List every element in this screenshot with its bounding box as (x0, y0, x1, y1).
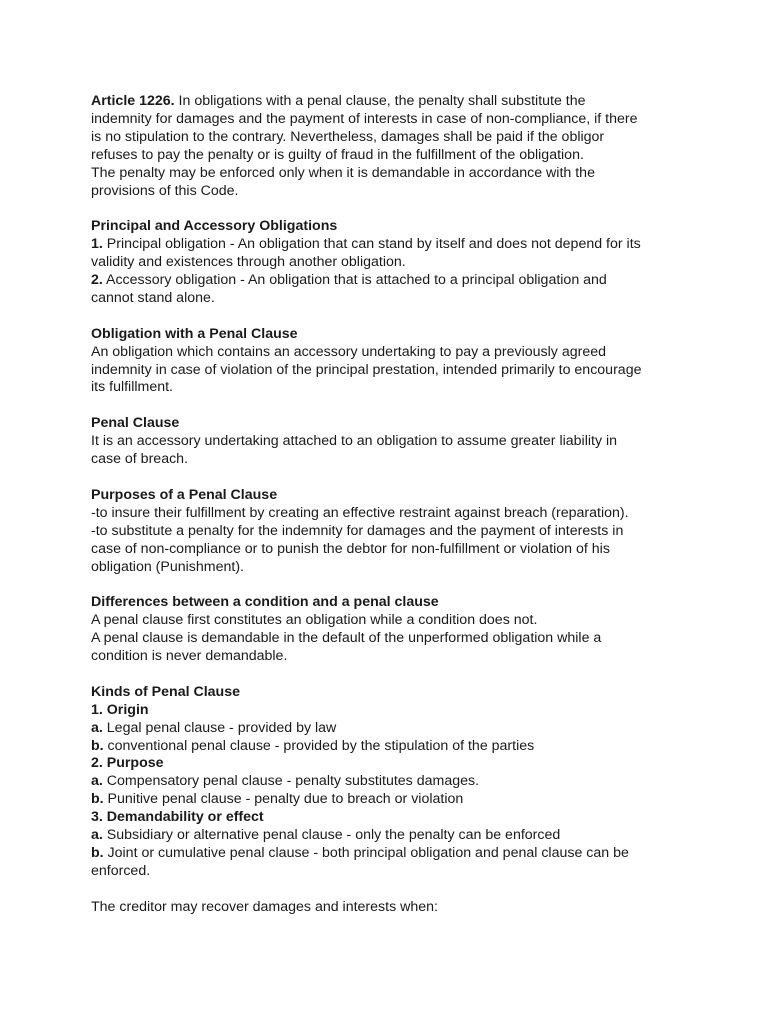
article-1226-paragraph (91, 93, 728, 200)
body-line: obligation (Punishment). (91, 558, 244, 575)
subheading-demandability: 3. Demandability or effect (91, 809, 264, 826)
body-line: -to insure their fulfillment by creating an effective restraint against breach (reparation). (91, 504, 629, 521)
item-text: Accessory obligation - An obligation that is attached to a principal obligation and (102, 272, 607, 289)
article-label: Article 1226. (91, 93, 175, 109)
item-text: Subsidiary or alternative penal clause - only the penalty can be enforced (102, 827, 561, 844)
item-label: a. (91, 773, 103, 790)
item-text: Legal penal clause - provided by law (102, 719, 337, 736)
article-line-2: indemnity for damages and the payment of interests in case of non-compliance, if there (91, 110, 638, 127)
list-item (91, 791, 728, 809)
article-line-4: refuses to pay the penalty or is guilty of fraud in the fulfillment of the obligation. (91, 146, 584, 163)
item-label: a. (91, 719, 103, 736)
body-line: condition is never demandable. (91, 648, 288, 665)
body-line: An obligation which contains an accessory undertaking to pay a previously agreed (91, 343, 607, 360)
section-heading: Differences between a condition and a penal clause (91, 594, 439, 611)
body-line: -to substitute a penalty for the indemnity for damages and the payment of interests in (91, 522, 624, 539)
item-text: Joint or cumulative penal clause - both principal obligation and penal clause can be (103, 844, 629, 861)
penal-clause-section (91, 415, 728, 469)
list-item-continuation: validity and existences through another obligation. (91, 254, 406, 271)
obligation-penal-section (91, 326, 728, 398)
list-item (91, 845, 728, 863)
list-item-continuation: enforced. (91, 862, 151, 879)
subheading-origin: 1. Origin (91, 701, 149, 718)
spacer (91, 469, 728, 487)
closing-paragraph (91, 899, 728, 917)
spacer (91, 576, 728, 594)
article-text: In obligations with a penal clause, the penalty shall substitute the (174, 93, 586, 109)
list-item (91, 738, 728, 756)
closing-text: The creditor may recover damages and interests when: (91, 898, 438, 915)
item-text: Compensatory penal clause - penalty substitutes damages. (102, 773, 480, 790)
spacer (91, 881, 728, 899)
section-heading: Obligation with a Penal Clause (91, 325, 298, 342)
spacer (91, 666, 728, 684)
list-item-continuation: cannot stand alone. (91, 289, 215, 306)
body-line: A penal clause is demandable in the default of the unperformed obligation while a (91, 630, 602, 647)
section-heading: Principal and Accessory Obligations (91, 218, 338, 235)
item-text: conventional penal clause - provided by the stipulation of the parties (103, 737, 535, 754)
list-item (91, 720, 728, 738)
item-number: 2. (91, 272, 103, 289)
article-line-3: is no stipulation to the contrary. Nevertheless, damages shall be paid if the obligor (91, 128, 605, 145)
spacer (91, 200, 728, 218)
body-line: its fulfillment. (91, 379, 173, 396)
body-line: It is an accessory undertaking attached to an obligation to assume greater liability in (91, 433, 618, 450)
body-line: case of non-compliance or to punish the debtor for non-fulfillment or violation of his (91, 540, 610, 557)
item-number: 1. (91, 236, 103, 253)
list-item (91, 827, 728, 845)
body-line: case of breach. (91, 451, 189, 468)
item-label: b. (91, 737, 104, 754)
list-item (91, 272, 728, 290)
spacer (91, 397, 728, 415)
section-heading: Kinds of Penal Clause (91, 683, 241, 700)
body-line: indemnity in case of violation of the principal prestation, intended primarily to encourage (91, 361, 642, 378)
differences-section (91, 594, 728, 666)
body-line: A penal clause first constitutes an obligation while a condition does not. (91, 612, 538, 629)
section-heading: Purposes of a Penal Clause (91, 486, 278, 503)
list-item (91, 236, 728, 254)
principal-accessory-section (91, 218, 728, 308)
article-line-1 (91, 93, 728, 111)
item-text: Punitive penal clause - penalty due to breach or violation (103, 791, 464, 808)
item-label: b. (91, 844, 104, 861)
kinds-section (91, 684, 728, 881)
subheading-purpose: 2. Purpose (91, 755, 164, 772)
item-label: a. (91, 827, 103, 844)
article-line-5: The penalty may be enforced only when it is demandable in accordance with the (91, 164, 595, 181)
list-item (91, 773, 728, 791)
item-text: Principal obligation - An obligation that can stand by itself and does not depend for its (102, 236, 641, 253)
article-line-6: provisions of this Code. (91, 182, 239, 199)
item-label: b. (91, 791, 104, 808)
section-heading: Penal Clause (91, 415, 180, 432)
spacer (91, 308, 728, 326)
purposes-section (91, 487, 728, 577)
